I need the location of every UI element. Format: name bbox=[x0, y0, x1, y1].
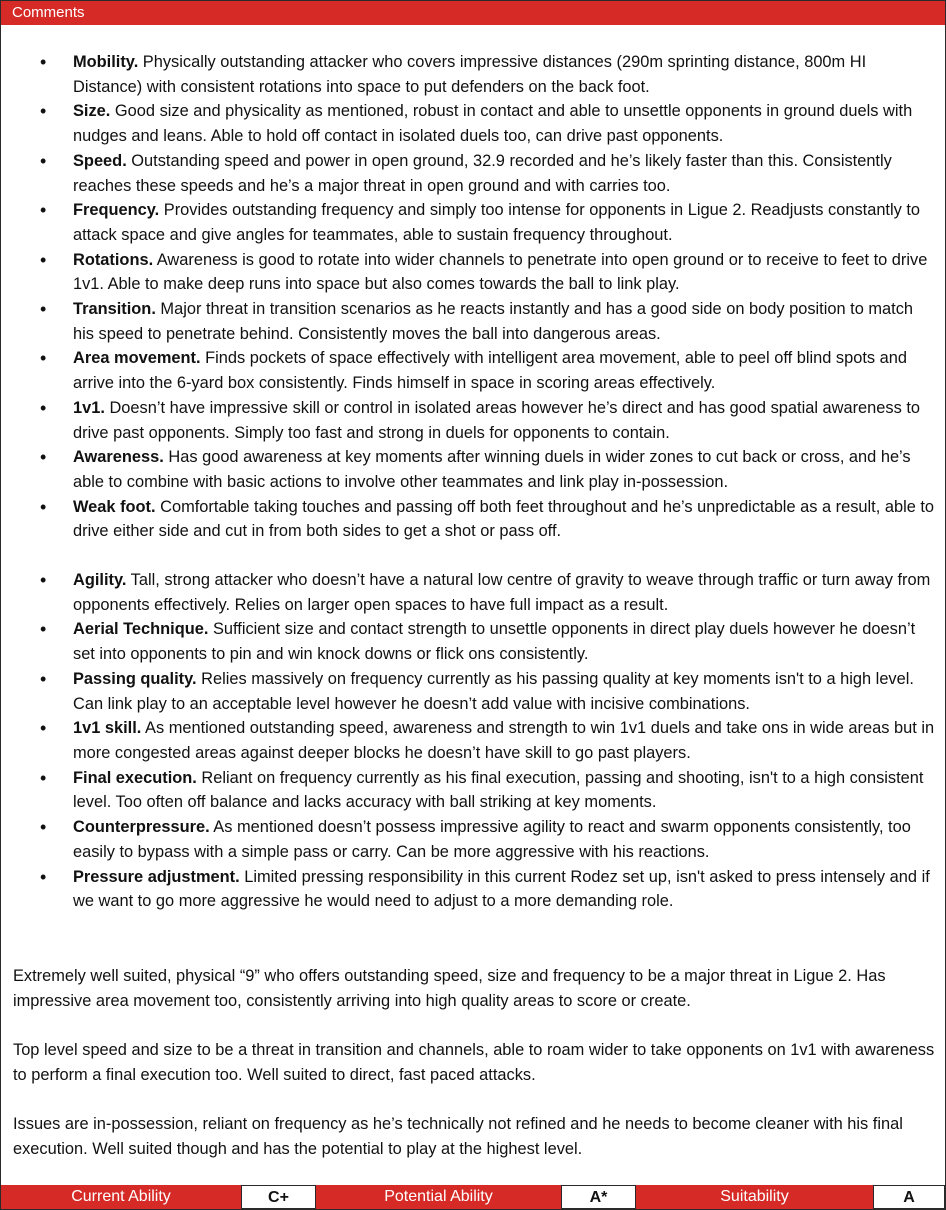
suitability-label: Suitability bbox=[636, 1185, 873, 1209]
list-item: • Rotations. Awareness is good to rotate into wider channels to penetrate into open ground or to receive to feet to drive 1v1. Able to make deep runs into space but also comes towards the ball to link play. bbox=[0, 248, 946, 297]
list-item: • Area movement. Finds pockets of space effectively with intelligent area movement, able to peel off blind spots and arrive into the 6-yard box consistently. Finds himself in space in scoring areas effectively. bbox=[0, 346, 946, 395]
potential-ability-label: Potential Ability bbox=[316, 1185, 561, 1209]
list-item: • Size. Good size and physicality as mentioned, robust in contact and able to unsettle opponents in ground duels with nudges and leans. Able to hold off contact in isolated duels too, can drive past opponents. bbox=[0, 99, 946, 148]
current-ability-label: Current Ability bbox=[1, 1185, 241, 1209]
list-item: • Aerial Technique. Sufficient size and contact strength to unsettle opponents in direct play duels however he doesn’t set into opponents to pin and win knock downs or flick ons consistently. bbox=[0, 617, 946, 666]
comments-title: Comments bbox=[12, 4, 85, 21]
comments-header bbox=[1, 1, 945, 25]
comment-list bbox=[0, 50, 946, 914]
list-item: • Frequency. Provides outstanding frequency and simply too intense for opponents in Ligue 2. Readjusts constantly to attack space and give angles for teammates, able to sustain frequency throughout. bbox=[0, 198, 946, 247]
summary-paragraph: Top level speed and size to be a threat in transition and channels, able to roam wider to take opponents on 1v1 with awareness to perform a final execution too. Well suited to direct, fast paced attacks. bbox=[13, 1040, 935, 1084]
potential-ability-value: A* bbox=[561, 1185, 636, 1209]
list-item: • 1v1 skill. As mentioned outstanding speed, awareness and strength to win 1v1 duels and take ons in wide areas but in more congested areas against deeper blocks he doesn’t have skill to go past players. bbox=[0, 716, 946, 765]
current-ability-value: C+ bbox=[241, 1185, 316, 1209]
list-item: • Awareness. Has good awareness at key moments after winning duels in wider zones to cut back or cross, and he’s able to combine with basic actions to involve other teammates and link play in-possession. bbox=[0, 445, 946, 494]
summary bbox=[13, 964, 938, 1186]
list-item: • Passing quality. Relies massively on frequency currently as his passing quality at key moments isn't to a high level. Can link play to an acceptable level however he doesn’t add value with incisive combinations. bbox=[0, 667, 946, 716]
ratings-bar bbox=[1, 1185, 945, 1209]
list-item: • Agility. Tall, strong attacker who doesn’t have a natural low centre of gravity to weave through traffic or turn away from opponents effectively. Relies on larger open spaces to have full impact as a result. bbox=[0, 568, 946, 617]
list-item: • 1v1. Doesn’t have impressive skill or control in isolated areas however he’s direct and has good spatial awareness to drive past opponents. Simply too fast and strong in duels for opponents to contain. bbox=[0, 396, 946, 445]
list-item: • Weak foot. Comfortable taking touches and passing off both feet throughout and he’s unpredictable as a result, able to drive either side and cut in from both sides to get a shot or pass off. bbox=[0, 495, 946, 544]
list-item: • Counterpressure. As mentioned doesn’t possess impressive agility to react and swarm opponents consistently, too easily to bypass with a simple pass or carry. Can be more aggressive with his reactions. bbox=[0, 815, 946, 864]
list-item: • Pressure adjustment. Limited pressing responsibility in this current Rodez set up, isn't asked to press intensely and if we want to go more aggressive he would need to adjust to a more demanding role. bbox=[0, 865, 946, 914]
summary-paragraph: Issues are in-possession, reliant on frequency as he’s technically not refined and he needs to become cleaner with his final execution. Well suited though and has the potential to play at the highest level. bbox=[13, 1114, 903, 1158]
summary-paragraph: Extremely well suited, physical “9” who offers outstanding speed, size and frequency to be a major threat in Ligue 2. Has impressive area movement too, consistently arriving into high quality areas to score or create. bbox=[13, 967, 886, 1010]
list-item: • Transition. Major threat in transition scenarios as he reacts instantly and has a good side on body position to match his speed to penetrate behind. Consistently moves the ball into dangerous areas. bbox=[0, 297, 946, 346]
list-item: • Final execution. Reliant on frequency currently as his final execution, passing and shooting, isn't to a high consistent level. Too often off balance and lacks accuracy with ball striking at key moments. bbox=[0, 766, 946, 815]
suitability-value: A bbox=[873, 1185, 945, 1209]
list-item: • Mobility. Physically outstanding attacker who covers impressive distances (290m sprinting distance, 800m HI Distance) with consistent rotations into space to put defenders on the back foot. bbox=[0, 50, 946, 99]
list-item: • Speed. Outstanding speed and power in open ground, 32.9 recorded and he’s likely faster than this. Consistently reaches these speeds and he’s a major threat in open ground and with carries too. bbox=[0, 149, 946, 198]
